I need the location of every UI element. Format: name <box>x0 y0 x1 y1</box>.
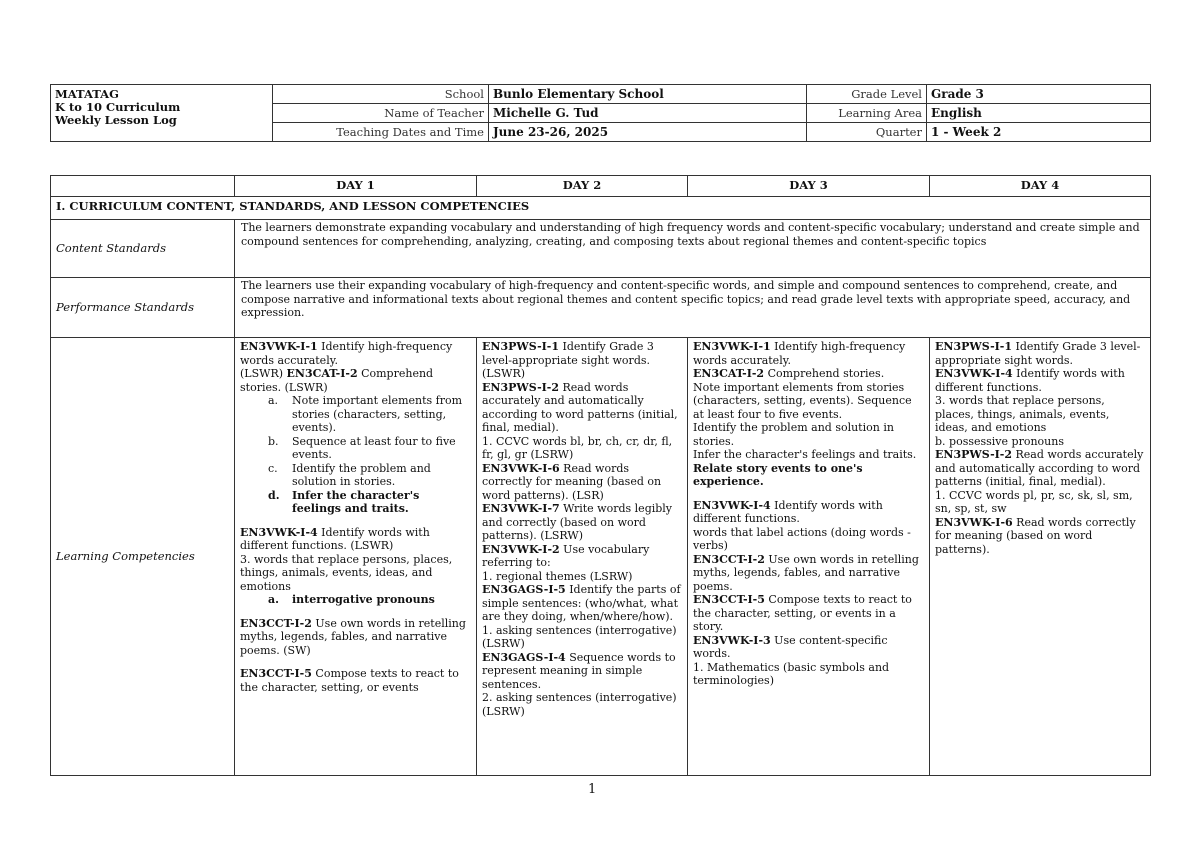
competency-sub: 2. asking sentences (interrogative) (LSRW) <box>482 691 677 718</box>
content-standards-label: Content Standards <box>51 220 235 278</box>
competency-text: Identify words with different functions. <box>693 498 883 525</box>
day-3-competencies <box>688 338 930 776</box>
learning-competencies-label: Learning Competencies <box>51 338 235 776</box>
teacher-label: Name of Teacher <box>273 104 489 123</box>
list-item: a. Note important elements from stories (characters, setting, events). <box>268 394 463 434</box>
competency-text: Identify Grade 3 level-appropriate sight words. <box>935 340 1141 367</box>
competency-code: EN3CAT-I-2 <box>693 367 765 380</box>
day-1-header: DAY 1 <box>235 176 477 197</box>
competency-code: EN3CCT-I-2 <box>693 552 765 566</box>
competency-code: EN3CCT-I-2 <box>240 616 312 630</box>
performance-standards-label: Performance Standards <box>51 278 235 338</box>
competency-sub: 1. CCVC words pl, pr, sc, sk, sl, sm, sn, sp, st, sw <box>935 488 1133 515</box>
competency-code: EN3VWK-I-3 <box>693 633 771 647</box>
lesson-log-table <box>50 175 1151 776</box>
list-item: a. interrogative pronouns <box>268 593 435 606</box>
competency-code: EN3PWS-I-1 <box>935 340 1012 353</box>
competency-code: EN3VWK-I-1 <box>693 340 771 353</box>
competency-code: EN3CAT-I-2 <box>286 367 358 380</box>
competency-sub: 1. Mathematics (basic symbols and terminologies) <box>693 660 890 687</box>
competency-sub: Relate story events to one's experience. <box>693 461 863 488</box>
competency-text: Use own words in retelling myths, legends, fables, and narrative poems. <box>693 552 919 593</box>
performance-standards-text: The learners use their expanding vocabulary of high-frequency and content-specific words, and simple and compound sentences to comprehend, create, and compose narrative and informational texts about regional themes and content specific topics; and read grade level texts with appropriate speed, accuracy, and expression. <box>235 278 1151 338</box>
competency-sub: Infer the character's feelings and traits. <box>693 448 917 461</box>
competency-tag: (LSWR) <box>240 367 287 380</box>
header-table <box>50 84 1151 142</box>
competency-text: Sequence words to represent meaning in simple sentences. <box>482 650 676 691</box>
day-1-competencies <box>235 338 477 776</box>
teaching-dates-label: Teaching Dates and Time <box>273 123 489 142</box>
competency-sub: 3. words that replace persons, places, things, animals, events, ideas, and emotions <box>935 394 1110 434</box>
competency-text: Write words legibly and correctly (based on word patterns). (LSRW) <box>482 502 673 542</box>
page-number: 1 <box>588 782 597 797</box>
learning-area-label: Learning Area <box>807 104 927 123</box>
competency-text: Comprehend stories. (LSWR) <box>240 367 434 394</box>
corner-cell <box>51 176 235 197</box>
competency-sub: b. possessive pronouns <box>935 434 1064 448</box>
competency-code: EN3VWK-I-4 <box>935 367 1013 380</box>
list-item: d. Infer the character's feelings and traits. <box>268 488 420 515</box>
competency-code: EN3VWK-I-2 <box>482 542 560 556</box>
competency-text: Use content-specific words. <box>693 633 888 660</box>
competency-code: EN3PWS-I-2 <box>935 448 1012 461</box>
competency-sub: 1. asking sentences (interrogative) (LSRW) <box>482 623 677 650</box>
competency-text: Compose texts to react to the character, setting, or events in a story. <box>693 593 912 633</box>
day-2-header: DAY 2 <box>477 176 688 197</box>
competency-text: Identify Grade 3 level-appropriate sight words. (LSWR) <box>482 340 654 380</box>
competency-text: Identify words with different functions. <box>935 367 1125 394</box>
title-line-1: MATATAG <box>55 87 119 101</box>
competency-code: EN3GAGS-I-5 <box>482 583 566 596</box>
quarter-label: Quarter <box>807 123 927 142</box>
competency-code: EN3GAGS-I-4 <box>482 650 566 664</box>
competency-code: EN3PWS-I-1 <box>482 340 559 353</box>
competency-sub: words that label actions (doing words - verbs) <box>693 525 911 552</box>
competency-sub: 3. words that replace persons, places, things, animals, events, ideas, and emotions <box>240 552 453 593</box>
title-line-2: K to 10 Curriculum <box>55 100 181 114</box>
competency-text: Comprehend stories. <box>764 367 885 380</box>
competency-text: Read words correctly for meaning (based on word patterns). <box>935 515 1136 556</box>
day-2-competencies <box>477 338 688 776</box>
competency-sub: Identify the problem and solution in stories. <box>693 421 894 448</box>
competency-sub: 1. CCVC words bl, br, ch, cr, dr, fl, fr, gl, gr (LSRW) <box>482 434 673 461</box>
competency-code: EN3VWK-I-4 <box>240 525 318 539</box>
competency-text: Identify words with different functions. (LSWR) <box>240 525 430 552</box>
competency-text: Use own words in retelling myths, legends, fables, and narrative poems. (SW) <box>240 616 466 657</box>
document-title <box>51 85 273 142</box>
competency-code: EN3VWK-I-1 <box>240 340 318 353</box>
competency-sub: 1. regional themes (LSRW) <box>482 569 633 583</box>
learning-area-value: English <box>927 104 1151 123</box>
title-line-3: Weekly Lesson Log <box>55 113 177 127</box>
competency-code: EN3VWK-I-6 <box>935 515 1013 529</box>
competency-text: Identify the parts of simple sentences: (who/what, what are they doing, when/where/how). <box>482 583 681 623</box>
list-item: b. Sequence at least four to five events. <box>268 434 456 461</box>
grade-level-value: Grade 3 <box>927 85 1151 104</box>
competency-code: EN3VWK-I-4 <box>693 498 771 512</box>
teaching-dates-value: June 23-26, 2025 <box>489 123 807 142</box>
school-label: School <box>273 85 489 104</box>
competency-text: Read words correctly for meaning (based on word patterns). (LSR) <box>482 461 662 502</box>
competency-code: EN3VWK-I-7 <box>482 502 560 515</box>
list-item: c. Identify the problem and solution in stories. <box>268 461 431 488</box>
competency-text: Compose texts to react to the character, setting, or events <box>240 667 459 694</box>
competency-code: EN3VWK-I-6 <box>482 461 560 475</box>
day-4-header: DAY 4 <box>930 176 1151 197</box>
competency-text: Identify high-frequency words accurately. <box>240 340 453 367</box>
competency-code: EN3PWS-I-2 <box>482 380 559 394</box>
school-value: Bunlo Elementary School <box>489 85 807 104</box>
competency-text: Read words accurately and automatically according to word patterns (initial, final, medial). <box>935 448 1144 488</box>
section-title: I. CURRICULUM CONTENT, STANDARDS, AND LESSON COMPETENCIES <box>51 197 1151 220</box>
quarter-value: 1 - Week 2 <box>927 123 1151 142</box>
day-4-competencies <box>930 338 1151 776</box>
teacher-value: Michelle G. Tud <box>489 104 807 123</box>
competency-code: EN3CCT-I-5 <box>240 667 312 680</box>
competency-text: Identify high-frequency words accurately. <box>693 340 906 367</box>
content-standards-text: The learners demonstrate expanding vocabulary and understanding of high frequency words and content-specific vocabulary; understand and create simple and compound sentences for comprehending, analyzing, creating, and composing texts about regional themes and content-specific topics <box>235 220 1151 278</box>
competency-sub: Note important elements from stories (characters, setting, events). Sequence at least four to five events. <box>693 380 912 421</box>
day-3-header: DAY 3 <box>688 176 930 197</box>
competency-text: Use vocabulary referring to: <box>482 542 650 569</box>
grade-level-label: Grade Level <box>807 85 927 104</box>
competency-code: EN3CCT-I-5 <box>693 593 765 606</box>
competency-text: Read words accurately and automatically according to word patterns (initial, final, medial). <box>482 380 678 434</box>
